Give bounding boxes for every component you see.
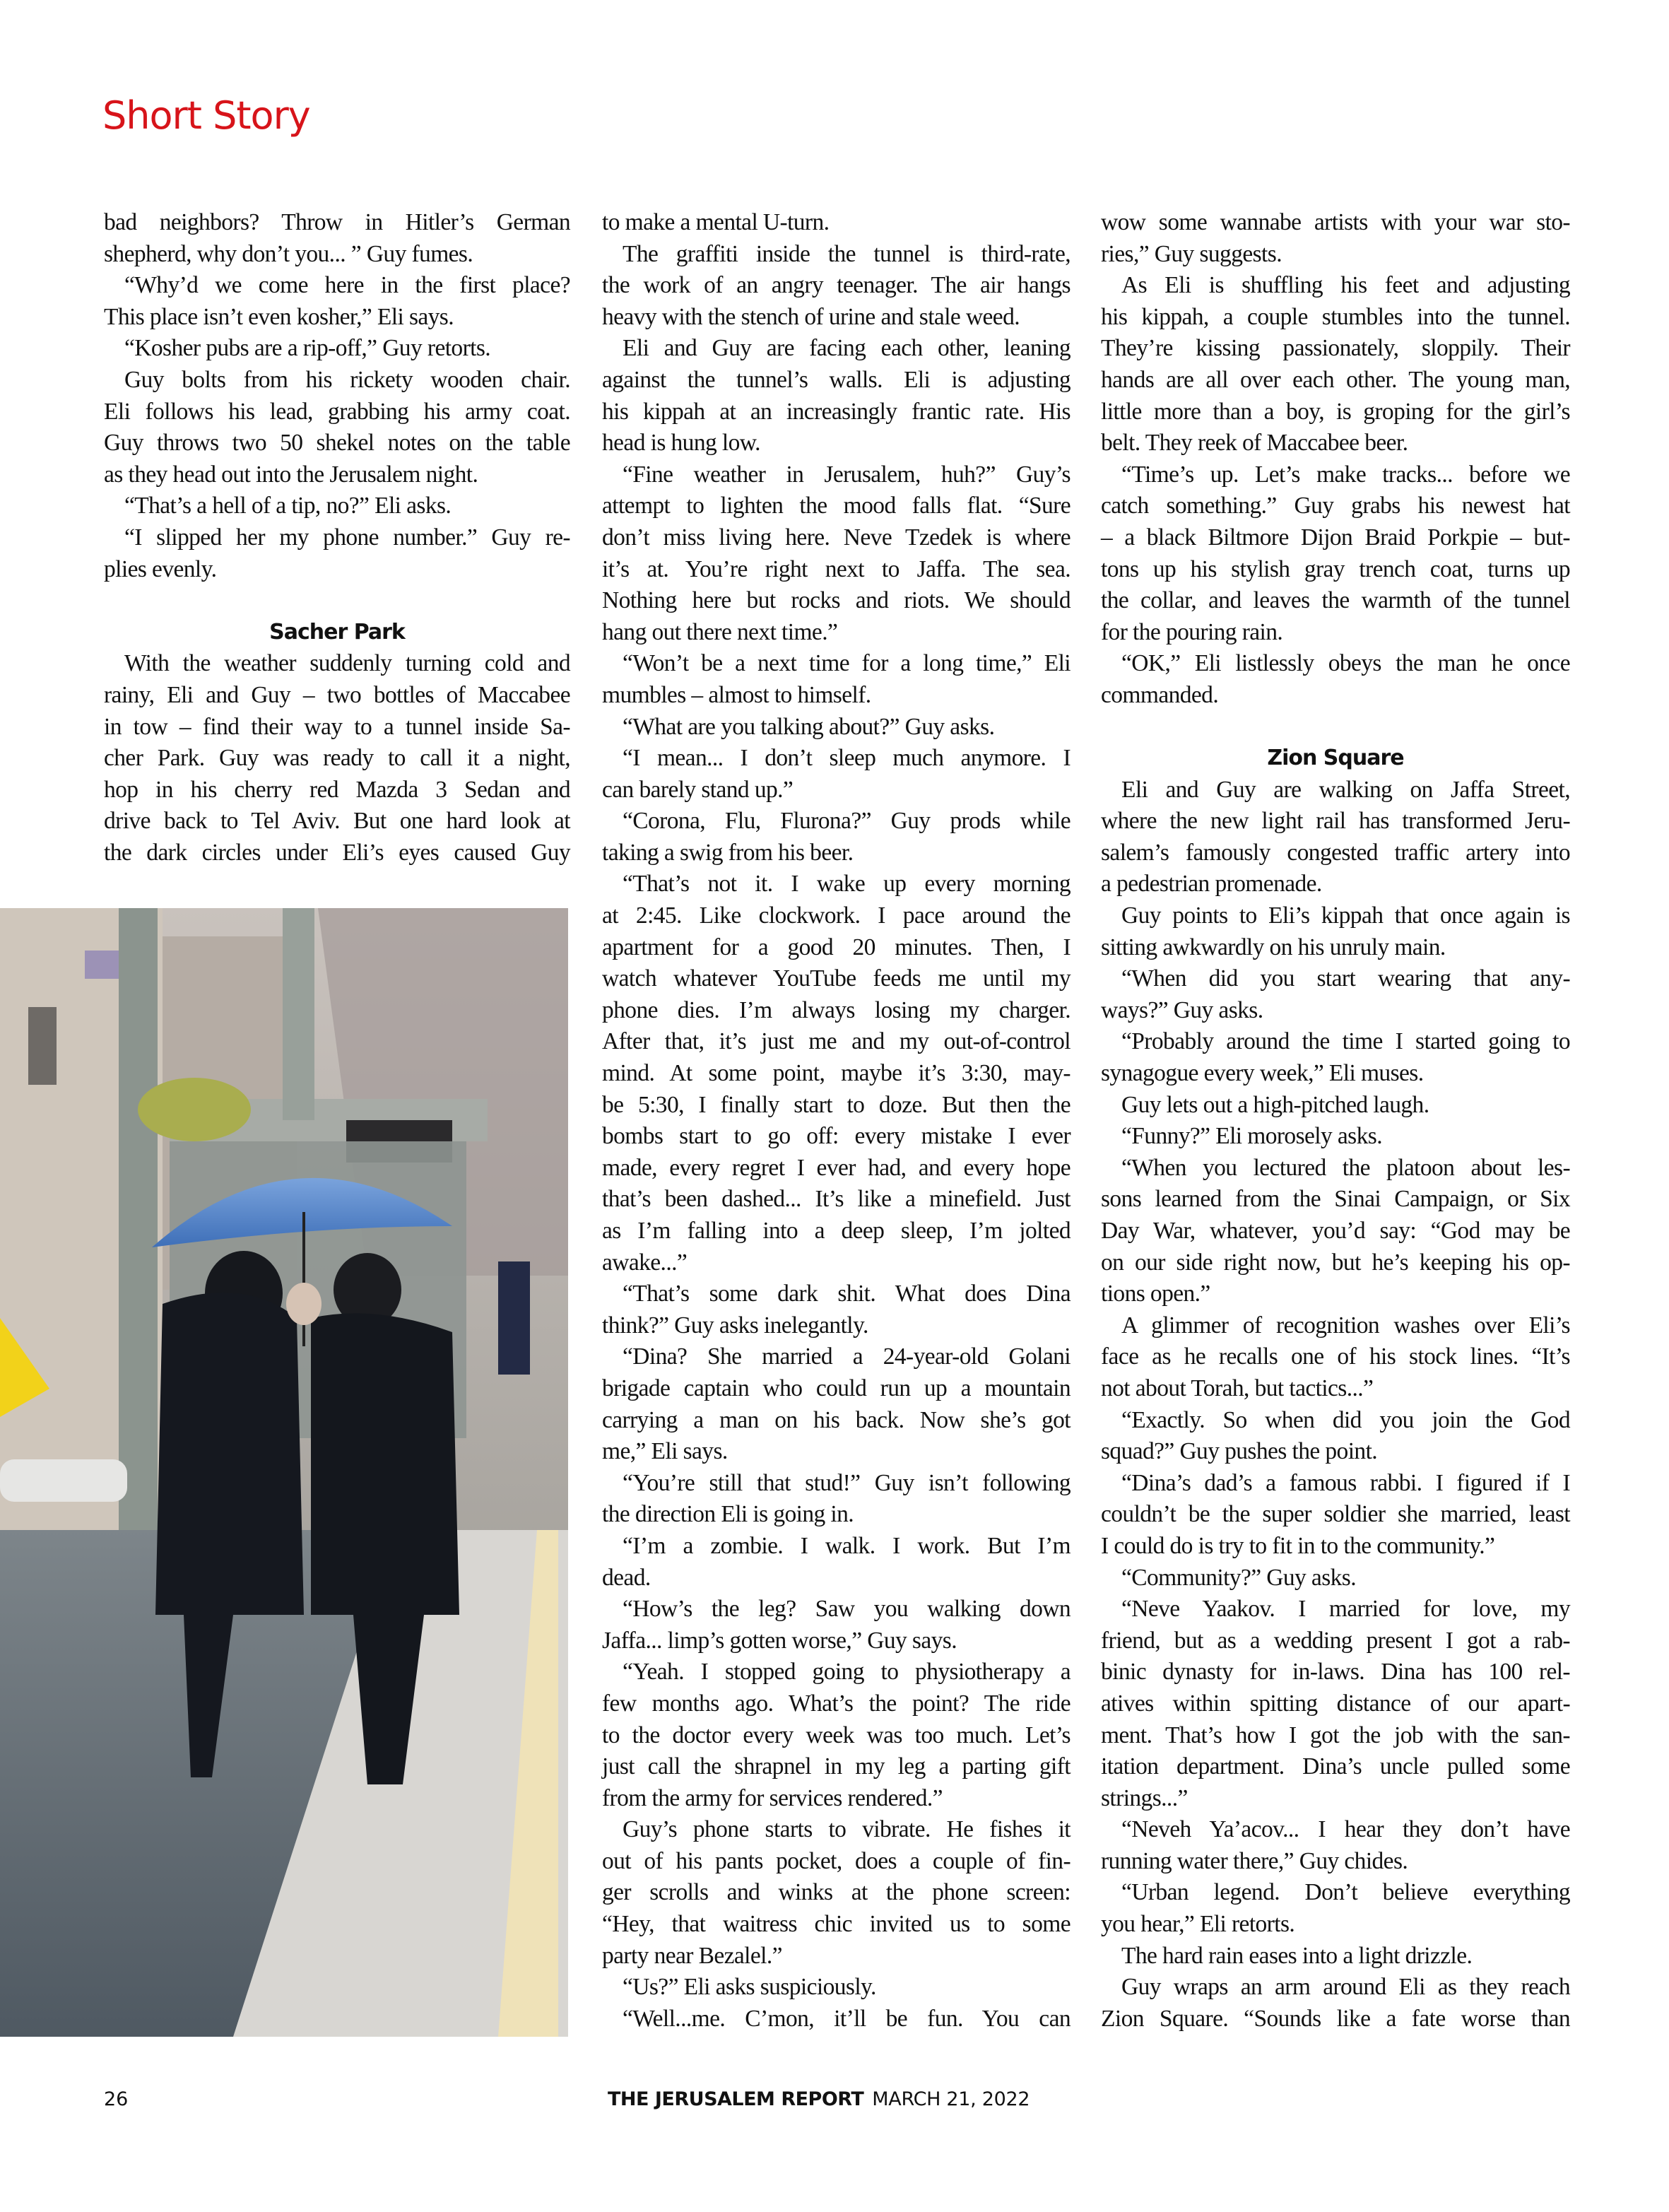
paragraph xyxy=(602,1594,1071,1657)
section-heading: Zion Square xyxy=(1267,746,1404,771)
paragraph xyxy=(602,1657,1071,1814)
paragraph xyxy=(1101,775,1570,900)
paragraph xyxy=(602,806,1071,869)
text-line: synagogue every week,” Eli muses. xyxy=(1101,1060,1424,1087)
text-line: They’re kissing passionately, sloppily. Their xyxy=(1101,335,1570,362)
text-line: drive back to Tel Aviv. But one hard look at xyxy=(104,808,570,835)
paragraph xyxy=(602,239,1071,334)
text-line: Guy points to Eli’s kippah that once again is xyxy=(1121,902,1570,929)
paragraph xyxy=(1101,1153,1570,1310)
text-line: rainy, Eli and Guy – two bottles of Maccabee xyxy=(104,681,570,708)
text-line: friend, but as a wedding present I got a rab- xyxy=(1101,1627,1570,1654)
text-line: “Why’d we come here in the first place? xyxy=(124,272,570,299)
paragraph xyxy=(1101,1121,1570,1153)
text-line: Guy throws two 50 shekel notes on the table xyxy=(104,430,570,457)
text-line: binic dynasty for in-laws. Dina has 100 rel- xyxy=(1101,1659,1570,1686)
text-line: “Probably around the time I started going to xyxy=(1121,1028,1570,1055)
text-line: mind. At some point, maybe it’s 3:30, may- xyxy=(602,1060,1071,1087)
text-line: awake...” xyxy=(602,1249,688,1276)
text-line: a pedestrian promenade. xyxy=(1101,871,1322,898)
text-line: not about Torah, but tactics...” xyxy=(1101,1375,1374,1401)
text-line: “Exactly. So when did you join the God xyxy=(1121,1406,1570,1433)
text-line: Eli and Guy are facing each other, leaning xyxy=(623,335,1071,362)
text-line: “How’s the leg? Saw you walking down xyxy=(623,1596,1071,1623)
paragraph xyxy=(104,365,570,490)
text-line: brigade captain who could run up a mountain xyxy=(602,1375,1071,1401)
text-line: be 5:30, I finally start to doze. But then the xyxy=(602,1091,1071,1118)
text-line: cher Park. Guy was ready to call it a night, xyxy=(104,745,570,772)
text-line: wow some wannabe artists with your war sto- xyxy=(1101,209,1570,235)
text-line: for the pouring rain. xyxy=(1101,618,1283,645)
text-line: face as he recalls one of his stock lines. “It’s xyxy=(1101,1343,1570,1370)
text-line: The hard rain eases into a light drizzle. xyxy=(1121,1942,1473,1969)
paragraph xyxy=(1101,1405,1570,1468)
text-line: “I’m a zombie. I walk. I work. But I’m xyxy=(623,1532,1071,1559)
paragraph xyxy=(1101,270,1570,459)
text-line: “Dina’s dad’s a famous rabbi. I figured if I xyxy=(1121,1469,1570,1496)
text-line: mumbles – almost to himself. xyxy=(602,681,871,708)
text-line: “When did you start wearing that any- xyxy=(1121,965,1570,992)
text-line: tions open.” xyxy=(1101,1281,1210,1307)
paragraph xyxy=(104,333,570,365)
section-heading: Sacher Park xyxy=(269,619,405,645)
paragraph xyxy=(1101,1814,1570,1877)
text-line: that’s been dashed... It’s like a minefield. Just xyxy=(602,1186,1071,1213)
section-label: Short Story xyxy=(102,93,310,138)
text-line: “I slipped her my phone number.” Guy re- xyxy=(124,524,570,551)
text-line: “That’s some dark shit. What does Dina xyxy=(623,1281,1071,1307)
person-background-walker xyxy=(498,1261,530,1375)
paragraph xyxy=(602,459,1071,649)
paragraph xyxy=(602,1531,1071,1594)
text-line: shepherd, why don’t you... ” Guy fumes. xyxy=(104,240,473,267)
text-line: “Hey, that waitress chic invited us to some xyxy=(602,1911,1071,1938)
text-line: Day War, whatever, you’d say: “God may be xyxy=(1101,1218,1570,1244)
text-line: to make a mental U-turn. xyxy=(602,209,830,235)
text-line: itation department. Dina’s uncle pulled some xyxy=(1101,1753,1570,1780)
text-line: bombs start to go off: every mistake I ever xyxy=(602,1123,1071,1150)
text-line: hang out there next time.” xyxy=(602,618,838,645)
text-line: you hear,” Eli retorts. xyxy=(1101,1911,1295,1938)
text-line: “That’s not it. I wake up every morning xyxy=(623,871,1071,898)
text-line: at 2:45. Like clockwork. I pace around the xyxy=(602,902,1071,929)
text-line: Guy’s phone starts to vibrate. He fishes it xyxy=(623,1816,1071,1843)
paragraph xyxy=(602,743,1071,806)
text-line: out of his pants pocket, does a couple of fin- xyxy=(602,1847,1071,1874)
text-line: “Dina? She married a 24-year-old Golani xyxy=(623,1343,1071,1370)
text-line: commanded. xyxy=(1101,681,1219,708)
text-line: just call the shrapnel in my leg a parting gift xyxy=(602,1753,1071,1780)
text-line: ment. That’s how I got the job with the san- xyxy=(1101,1722,1570,1748)
text-line: in tow – find their way to a tunnel inside Sa- xyxy=(104,713,570,740)
paragraph xyxy=(104,648,570,869)
text-line: as they head out into the Jerusalem night. xyxy=(104,461,478,488)
text-line: “Time’s up. Let’s make tracks... before we xyxy=(1121,461,1570,488)
text-line: the direction Eli is going in. xyxy=(602,1501,854,1528)
paragraph xyxy=(602,2004,1071,2035)
text-line: against the tunnel’s walls. Eli is adjusting xyxy=(602,366,1071,393)
text-line: Guy wraps an arm around Eli as they reach xyxy=(1121,1974,1570,2001)
text-line: hop in his cherry red Mazda 3 Sedan and xyxy=(104,776,570,803)
text-line: catch something.” Guy grabs his newest hat xyxy=(1101,493,1570,519)
text-line: the collar, and leaves the warmth of the tunnel xyxy=(1101,587,1570,614)
text-line: “OK,” Eli listlessly obeys the man he once xyxy=(1121,650,1570,677)
text-line: the work of an angry teenager. The air hangs xyxy=(602,272,1071,299)
text-line: Zion Square. “Sounds like a fate worse than xyxy=(1101,2005,1570,2032)
footer-masthead xyxy=(608,2088,1030,2110)
text-line: strings...” xyxy=(1101,1784,1188,1811)
paragraph xyxy=(1101,1310,1570,1405)
text-line: “You’re still that stud!” Guy isn’t following xyxy=(623,1469,1071,1496)
text-line: atives within spitting distance of our apart- xyxy=(1101,1690,1570,1717)
text-line: “Fine weather in Jerusalem, huh?” Guy’s xyxy=(623,461,1071,488)
paragraph xyxy=(602,1972,1071,2004)
text-line: made, every regret I ever had, and every hope xyxy=(602,1154,1071,1181)
bench xyxy=(0,1459,127,1502)
text-line: dead. xyxy=(602,1564,651,1591)
text-line: couldn’t be the super soldier she married, least xyxy=(1101,1501,1570,1528)
text-line: “Neve Yaakov. I married for love, my xyxy=(1121,1596,1570,1623)
text-line: little more than a boy, is groping for the girl’s xyxy=(1101,398,1570,425)
text-line: head is hung low. xyxy=(602,430,760,457)
paragraph xyxy=(1101,648,1570,711)
text-line: taking a swig from his beer. xyxy=(602,839,854,866)
section-spacer xyxy=(104,585,570,617)
paragraph xyxy=(602,333,1071,459)
text-line: think?” Guy asks inelegantly. xyxy=(602,1312,868,1339)
paragraph xyxy=(602,1468,1071,1531)
section-spacer xyxy=(1101,712,1570,743)
text-line: “Yeah. I stopped going to physiotherapy a xyxy=(623,1659,1071,1686)
paragraph xyxy=(104,207,570,270)
paragraph xyxy=(602,1814,1071,1972)
text-line: heavy with the stench of urine and stale weed. xyxy=(602,303,1020,330)
page-number: 26 xyxy=(104,2088,129,2110)
text-line: Nothing here but rocks and riots. We should xyxy=(602,587,1071,614)
paragraph xyxy=(1101,1563,1570,1594)
text-line: “Community?” Guy asks. xyxy=(1121,1564,1356,1591)
text-line: on our side right now, but he’s keeping his op- xyxy=(1101,1249,1570,1276)
text-line: This place isn’t even kosher,” Eli says. xyxy=(104,303,454,330)
text-line: tons up his stylish gray trench coat, turns up xyxy=(1101,555,1570,582)
paragraph xyxy=(602,1341,1071,1467)
text-line: phone dies. I’m always losing my charger. xyxy=(602,996,1071,1023)
text-line: “That’s a hell of a tip, no?” Eli asks. xyxy=(124,493,452,519)
article-column-3 xyxy=(1101,207,1570,2035)
text-line: squad?” Guy pushes the point. xyxy=(1101,1438,1378,1465)
paragraph xyxy=(1101,1468,1570,1563)
hanging-plant xyxy=(138,1078,251,1141)
text-line: A glimmer of recognition washes over Eli’s xyxy=(1121,1312,1570,1339)
text-line: carrying a man on his back. Now she’s got xyxy=(602,1406,1071,1433)
text-line: ries,” Guy suggests. xyxy=(1101,240,1282,267)
text-line: can barely stand up.” xyxy=(602,776,794,803)
building-window xyxy=(28,1007,57,1085)
paragraph xyxy=(1101,207,1570,270)
text-line: I could do is try to fit in to the community.” xyxy=(1101,1532,1495,1559)
text-line: from the army for services rendered.” xyxy=(602,1784,943,1811)
text-line: “When you lectured the platoon about les- xyxy=(1121,1154,1570,1181)
text-line: attempt to lighten the mood falls flat. “Sure xyxy=(602,493,1071,519)
text-line: ways?” Guy asks. xyxy=(1101,996,1263,1023)
text-line: “Us?” Eli asks suspiciously. xyxy=(623,1974,876,2001)
text-line: – a black Biltmore Dijon Braid Porkpie – but- xyxy=(1101,524,1570,551)
text-line: the dark circles under Eli’s eyes caused Guy xyxy=(104,839,570,866)
text-line: With the weather suddenly turning cold and xyxy=(124,650,570,677)
paragraph xyxy=(1101,1026,1570,1089)
text-line: his kippah at an increasingly frantic rate. His xyxy=(602,398,1071,425)
text-line: “Kosher pubs are a rip-off,” Guy retorts. xyxy=(124,335,491,362)
text-line: few months ago. What’s the point? The ride xyxy=(602,1690,1071,1717)
paragraph xyxy=(104,270,570,333)
street-photo-rain-umbrella xyxy=(0,908,568,2037)
text-line: “Well...me. C’mon, it’ll be fun. You can xyxy=(623,2005,1071,2032)
text-line: “What are you talking about?” Guy asks. xyxy=(623,713,995,740)
text-line: “Funny?” Eli morosely asks. xyxy=(1121,1123,1382,1150)
paragraph xyxy=(1101,963,1570,1026)
text-line: “Urban legend. Don’t believe everything xyxy=(1121,1879,1570,1906)
text-line: Guy bolts from his rickety wooden chair. xyxy=(124,366,570,393)
article-column-2 xyxy=(602,207,1071,2035)
text-line: to the doctor every week was too much. Let’s xyxy=(602,1722,1071,1748)
text-line: Jaffa... limp’s gotten worse,” Guy says. xyxy=(602,1627,957,1654)
paragraph xyxy=(1101,1941,1570,1972)
publication-name: THE JERUSALEM REPORT xyxy=(608,2088,864,2110)
text-line: watch whatever YouTube feeds me until my xyxy=(602,965,1071,992)
text-line: sitting awkwardly on his unruly main. xyxy=(1101,934,1446,960)
text-line: “Neveh Ya’acov... I hear they don’t have xyxy=(1121,1816,1570,1843)
paragraph xyxy=(1101,1877,1570,1940)
text-line: party near Bezalel.” xyxy=(602,1942,782,1969)
text-line: it’s at. You’re right next to Jaffa. The sea. xyxy=(602,555,1071,582)
text-line: belt. They reek of Maccabee beer. xyxy=(1101,430,1408,457)
text-line: as I’m falling into a deep sleep, I’m jolted xyxy=(602,1218,1071,1244)
text-line: don’t miss living here. Neve Tzedek is where xyxy=(602,524,1071,551)
text-line: running water there,” Guy chides. xyxy=(1101,1847,1408,1874)
text-line: apartment for a good 20 minutes. Then, I xyxy=(602,934,1071,960)
text-line: plies evenly. xyxy=(104,555,217,582)
paragraph xyxy=(1101,459,1570,649)
text-line: salem’s famously congested traffic artery into xyxy=(1101,839,1570,866)
text-line: hands are all over each other. The young man, xyxy=(1101,366,1570,393)
text-line: The graffiti inside the tunnel is third-rate, xyxy=(623,240,1071,267)
paragraph xyxy=(1101,1972,1570,2035)
paragraph xyxy=(104,490,570,522)
paragraph xyxy=(602,712,1071,743)
text-line: After that, it’s just me and my out-of-control xyxy=(602,1028,1071,1055)
issue-date: MARCH 21, 2022 xyxy=(872,2088,1030,2110)
paragraph xyxy=(602,648,1071,711)
text-line: Eli and Guy are walking on Jaffa Street, xyxy=(1121,776,1570,803)
text-line: As Eli is shuffling his feet and adjusting xyxy=(1121,272,1570,299)
street-pole xyxy=(283,908,314,1120)
paragraph xyxy=(104,522,570,585)
text-line: bad neighbors? Throw in Hitler’s German xyxy=(104,209,570,235)
text-line: me,” Eli says. xyxy=(602,1438,728,1465)
paragraph xyxy=(602,207,1071,239)
text-line: ger scrolls and winks at the phone screen: xyxy=(602,1879,1071,1906)
person-masked xyxy=(286,1283,322,1325)
text-line: sons learned from the Sinai Campaign, or Six xyxy=(1101,1186,1570,1213)
text-line: Eli follows his lead, grabbing his army coat. xyxy=(104,398,570,425)
paragraph xyxy=(602,869,1071,1278)
article-column-1 xyxy=(104,207,570,869)
paragraph xyxy=(1101,900,1570,963)
paragraph xyxy=(1101,1090,1570,1122)
paragraph xyxy=(1101,1594,1570,1814)
text-line: “Won’t be a next time for a long time,” Eli xyxy=(623,650,1071,677)
text-line: Guy lets out a high-pitched laugh. xyxy=(1121,1091,1429,1118)
text-line: where the new light rail has transformed Jeru- xyxy=(1101,808,1570,835)
text-line: “Corona, Flu, Flurona?” Guy prods while xyxy=(623,808,1071,835)
text-line: his kippah, a couple stumbles into the tunnel. xyxy=(1101,303,1570,330)
paragraph xyxy=(602,1278,1071,1341)
text-line: “I mean... I don’t sleep much anymore. I xyxy=(623,745,1071,772)
